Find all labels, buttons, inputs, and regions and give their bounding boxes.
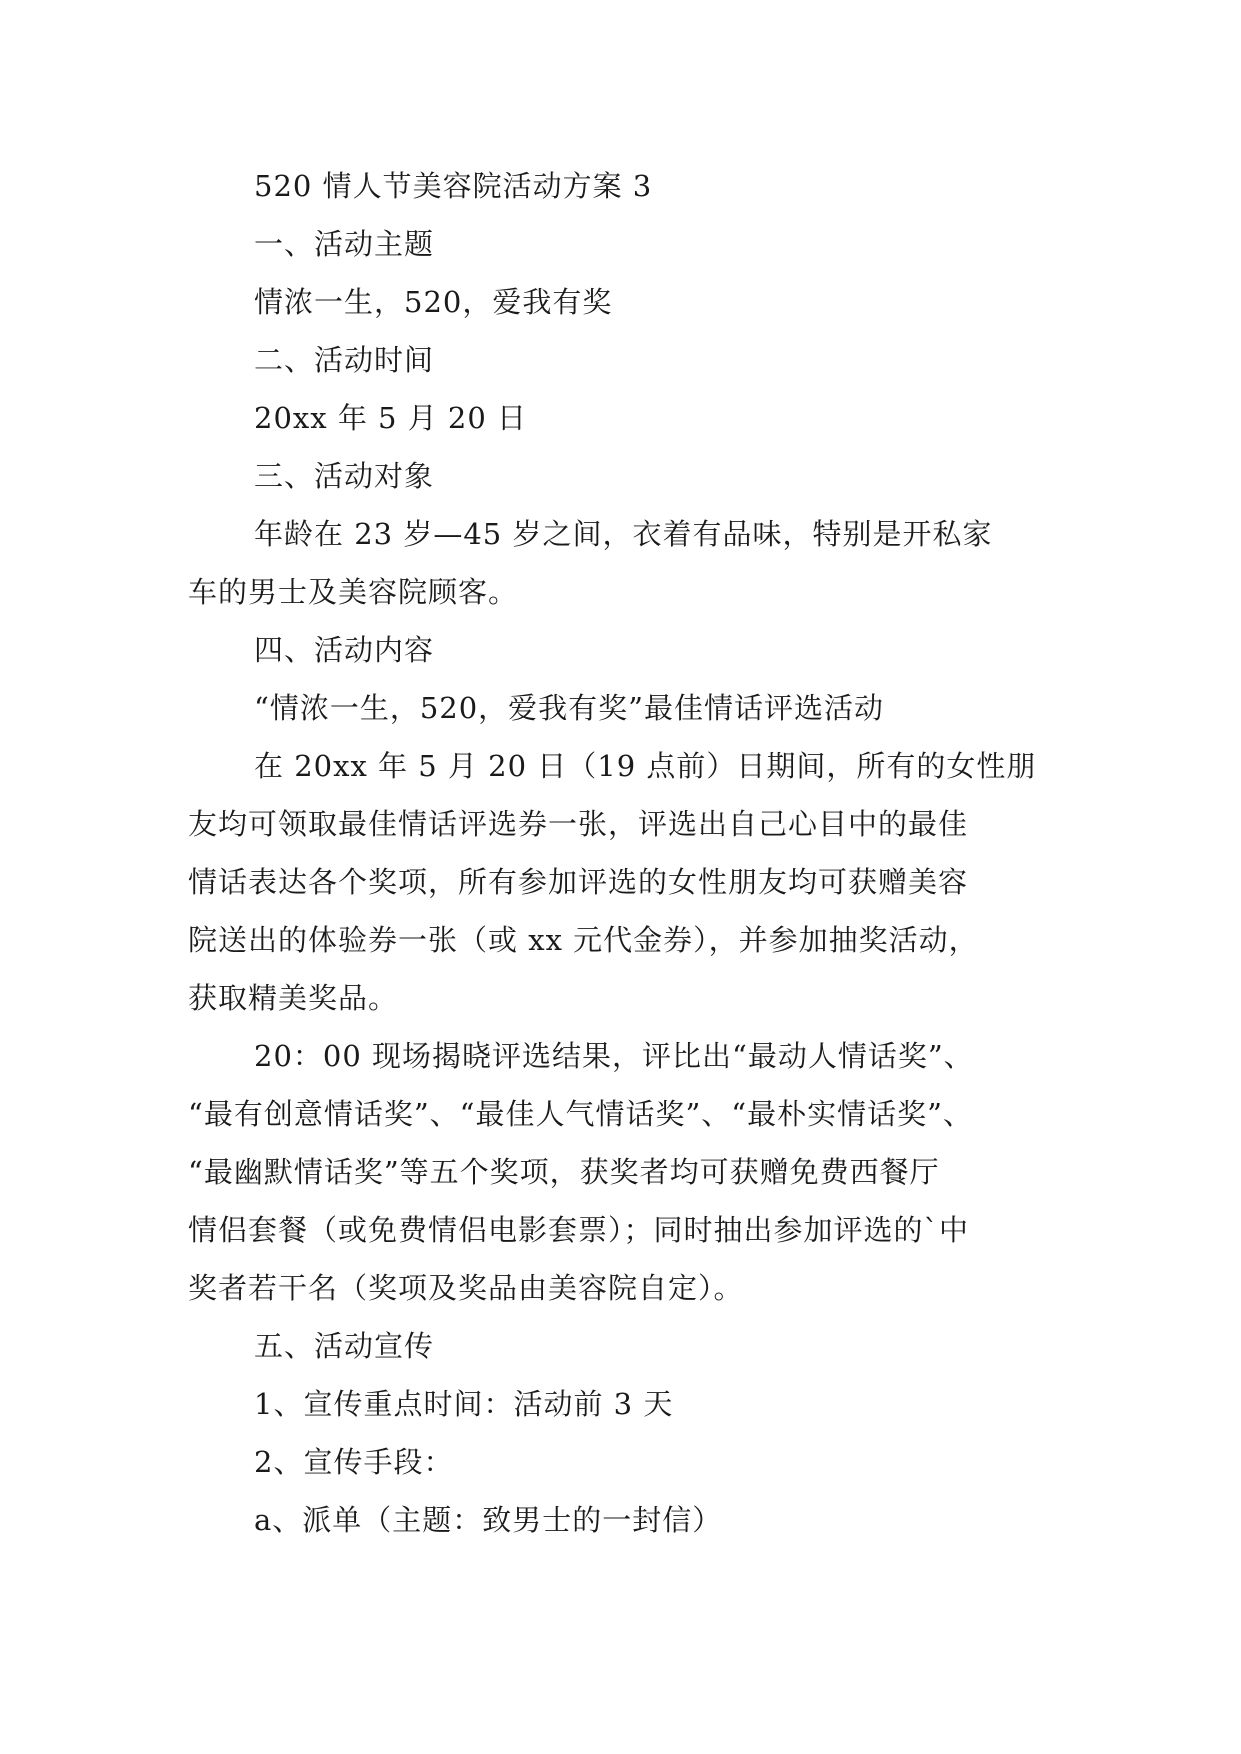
section-heading-audience: 三、活动对象 [254,459,435,493]
paragraph-line: 20xx 年 5 月 20 日 [254,401,528,435]
list-item: 1、宣传重点时间：活动前 3 天 [254,1387,674,1421]
paragraph-line: “最有创意情话奖”、“最佳人气情话奖”、“最朴实情话奖”、 [188,1097,973,1131]
paragraph-line: 院送出的体验券一张（或 xx 元代金券），并参加抽奖活动， [188,923,979,957]
document-title: 520 情人节美容院活动方案 3 [254,169,653,203]
paragraph-line: 情浓一生，520，爱我有奖 [254,285,613,319]
paragraph-line: 友均可领取最佳情话评选券一张，评选出自己心目中的最佳 [188,807,969,841]
paragraph-line: 情话表达各个奖项，所有参加评选的女性朋友均可获赠美容 [188,865,969,899]
list-item: a、派单（主题：致男士的一封信） [254,1503,723,1537]
paragraph-line: 车的男士及美容院顾客。 [188,575,519,609]
section-heading-theme: 一、活动主题 [254,227,435,261]
paragraph-line: “情浓一生，520，爱我有奖”最佳情话评选活动 [254,691,885,725]
paragraph-line: 获取精美奖品。 [188,981,399,1015]
section-heading-time: 二、活动时间 [254,343,435,377]
section-heading-content: 四、活动内容 [254,633,435,667]
paragraph-line: 情侣套餐（或免费情侣电影套票）；同时抽出参加评选的`中 [188,1213,970,1247]
paragraph-line: “最幽默情话奖”等五个奖项，获奖者均可获赠免费西餐厅 [188,1155,940,1189]
paragraph-line: 奖者若干名（奖项及奖品由美容院自定）。 [188,1271,744,1305]
section-heading-promotion: 五、活动宣传 [254,1329,435,1363]
list-item: 2、宣传手段： [254,1445,454,1479]
paragraph-line: 年龄在 23 岁—45 岁之间，衣着有品味，特别是开私家 [254,517,993,551]
paragraph-line: 在 20xx 年 5 月 20 日（19 点前）日期间，所有的女性朋 [254,749,1037,783]
paragraph-line: 20：00 现场揭晓评选结果，评比出“最动人情话奖”、 [254,1039,974,1073]
